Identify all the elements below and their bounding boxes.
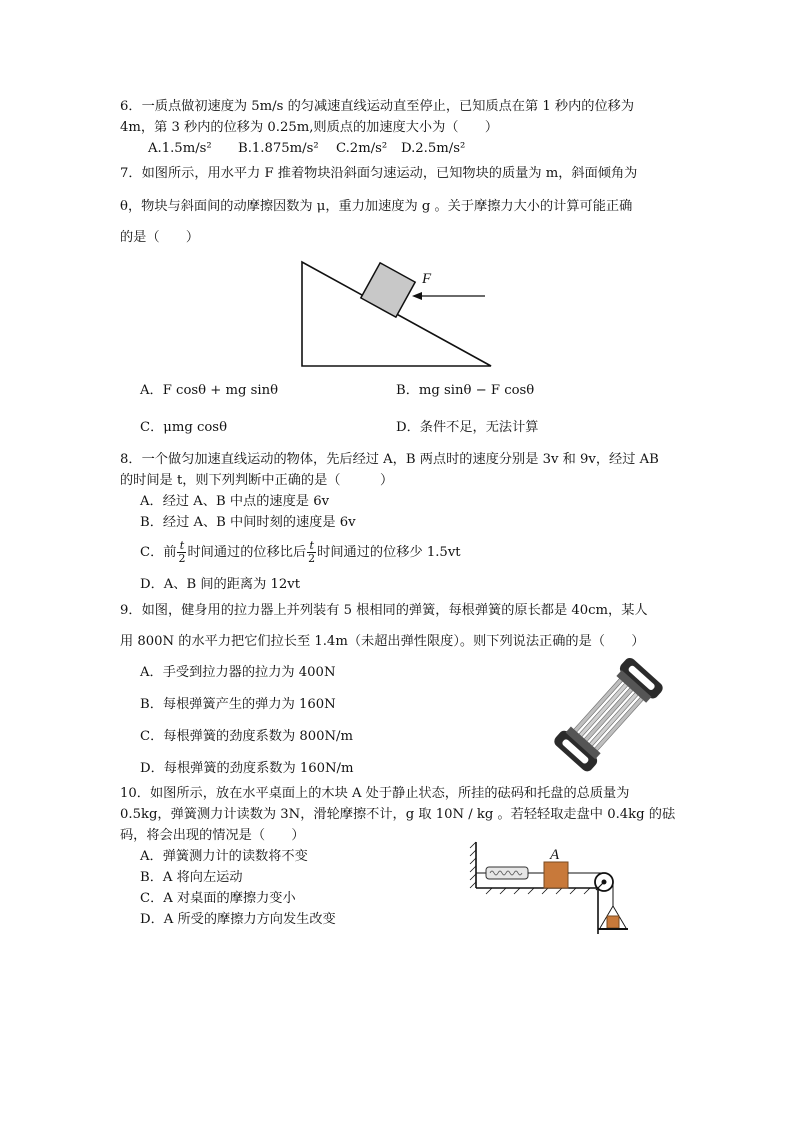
block (361, 263, 415, 317)
block-a (544, 862, 568, 888)
q9-stem-line1: 9．如图，健身用的拉力器上并列装有 5 根相同的弹簧，每根弹簧的原长都是 40cm，某人 (120, 603, 648, 618)
fraction-denominator-2: 2 (308, 552, 316, 565)
half-time-fraction (177, 540, 186, 565)
q10-option-b: B．A 将向左运动 (140, 870, 243, 885)
fraction-denominator: 2 (178, 552, 186, 565)
q6-option-d: D.2.5m/s² (401, 141, 466, 156)
q8-option-c-mid: 时间通过的位移比后 (187, 545, 307, 560)
q8-stem-line2: 的时间是 t，则下列判断中正确的是（ ） (120, 473, 394, 488)
fraction-numerator: t (177, 540, 186, 553)
q7-stem-line2: θ，物块与斜面间的动摩擦因数为 μ，重力加速度为 g 。关于摩擦力大小的计算可能正确 (120, 199, 633, 214)
q10-stem-line2: 0.5kg，弹簧测力计读数为 3N，滑轮摩擦不计，g 取 10N / kg 。若轻轻取走盘中 0.4kg 的砝 (120, 807, 676, 822)
half-time-fraction-2 (307, 540, 316, 565)
q9-option-d: D．每根弹簧的劲度系数为 160N/m (140, 761, 354, 776)
force-label-f: F (422, 271, 432, 287)
q7-stem-line3: 的是（ ） (120, 230, 200, 245)
q8-option-d: D．A、B 间的距离为 12vt (140, 577, 301, 592)
q7-option-a: A．F cosθ + mg sinθ (140, 383, 279, 398)
q9-option-c: C．每根弹簧的劲度系数为 800N/m (140, 729, 354, 744)
q10-stem-line1: 10．如图所示，放在水平桌面上的木块 A 处于静止状态，所挂的砝码和托盘的总质量为 (120, 786, 630, 801)
q8-option-c-pre: C．前 (140, 545, 177, 560)
q9-option-a: A．手受到拉力器的拉力为 400N (140, 665, 336, 680)
q6-option-a: A.1.5m/s² (148, 141, 212, 156)
q6-option-b: B.1.875m/s² (238, 141, 319, 156)
q6-stem-line1: 6．一质点做初速度为 5m/s 的匀减速直线运动直至停止，已知质点在第 1 秒内的位移为 (120, 99, 635, 114)
q7-option-d: D．条件不足，无法计算 (396, 420, 539, 435)
q10-option-a: A．弹簧测力计的读数将不变 (140, 849, 308, 864)
q6-option-c: C.2m/s² (336, 141, 388, 156)
q8-stem-line1: 8．一个做匀加速直线运动的物体，先后经过 A，B 两点时的速度分别是 3v 和 9v，经过 AB (120, 452, 659, 467)
block-a-label: A (550, 847, 560, 863)
q7-option-c: C．μmg cosθ (140, 420, 228, 435)
fraction-numerator-2: t (307, 540, 316, 553)
weight (607, 916, 619, 928)
chest-expander-figure (548, 658, 672, 774)
q6-stem-line2: 4m，第 3 秒内的位移为 0.25m,则质点的加速度大小为（ ） (120, 120, 499, 135)
pulley-table-figure (470, 840, 634, 934)
q10-option-d: D．A 所受的摩擦力方向发生改变 (140, 912, 336, 927)
q10-option-c: C．A 对桌面的摩擦力变小 (140, 891, 296, 906)
q9-stem-line2: 用 800N 的水平力把它们拉长至 1.4m（未超出弹性限度）。则下列说法正确的是（ ） (120, 634, 645, 649)
q9-option-b: B．每根弹簧产生的弹力为 160N (140, 697, 336, 712)
q8-option-a: A．经过 A、B 中点的速度是 6v (140, 494, 330, 509)
q8-option-b: B．经过 A、B 中间时刻的速度是 6v (140, 515, 356, 530)
q7-option-b: B．mg sinθ − F cosθ (396, 383, 535, 398)
q8-option-c-post: 时间通过的位移少 1.5vt (317, 545, 461, 560)
incline-figure (300, 260, 494, 368)
q8-option-c (140, 540, 461, 565)
q7-stem-line1: 7．如图所示，用水平力 F 推着物块沿斜面匀速运动，已知物块的质量为 m，斜面倾角为 (120, 166, 638, 181)
q10-stem-line3: 码，将会出现的情况是（ ） (120, 828, 305, 843)
